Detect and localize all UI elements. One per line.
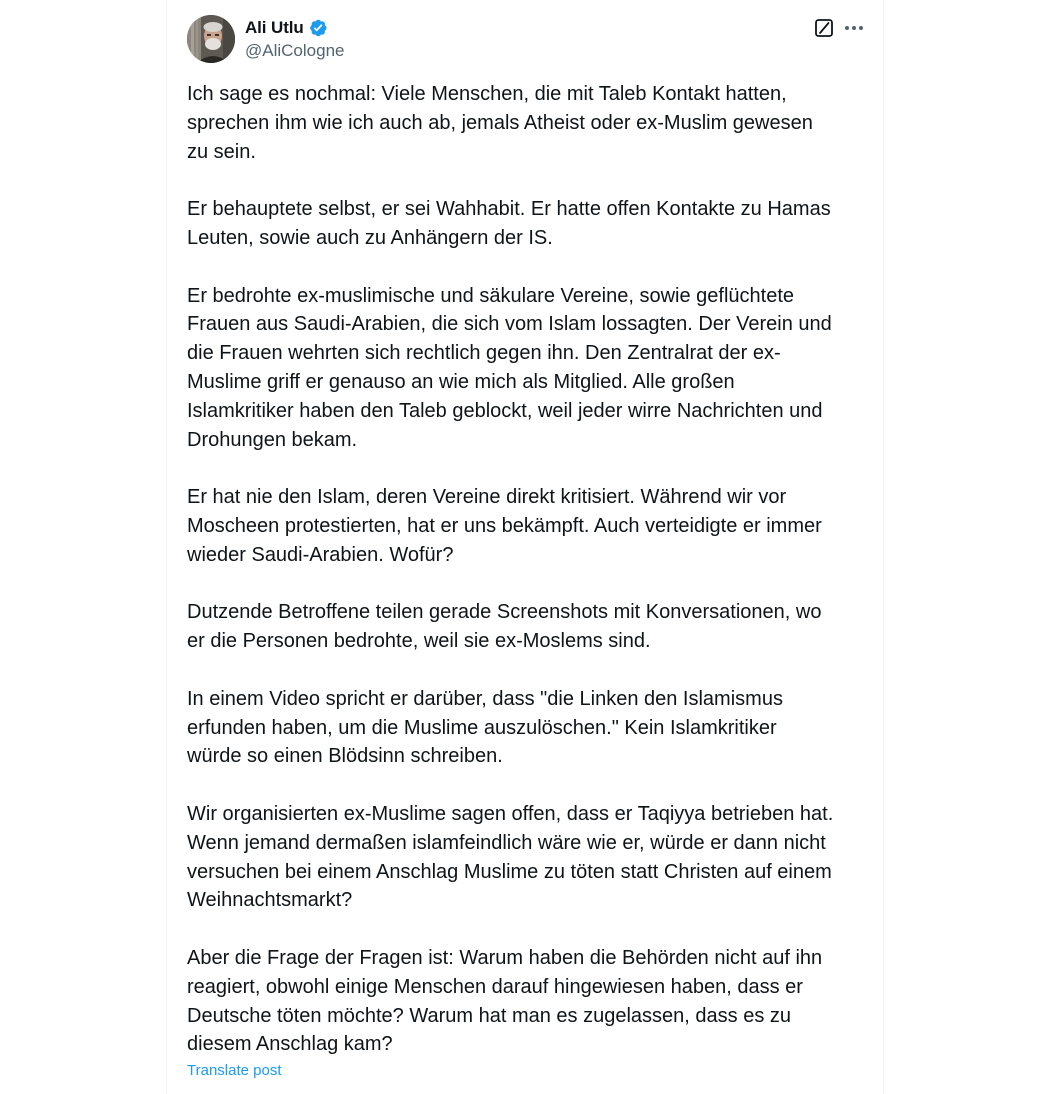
post-paragraph-6: In einem Video spricht er darüber, dass "die Linken den Islamismus erfunden haben, um die Muslime auszulöschen." Kein Islamkritiker würde so einen Blödsinn schreiben. — [187, 687, 783, 768]
post-paragraph-1: Ich sage es nochmal: Viele Menschen, die mit Taleb Kontakt hatten, sprechen ihm wie ich auch ab, jemals Atheist oder ex-Muslim gewesen zu sein. — [187, 83, 813, 163]
grok-slash-icon[interactable] — [814, 18, 834, 38]
display-name[interactable]: Ali Utlu — [245, 18, 304, 37]
post-paragraph-4: Er hat nie den Islam, deren Vereine direkt kritisiert. Während wir vor Moscheen protestierten, hat er uns bekämpft. Auch verteidigte er immer wieder Saudi-Arabien. Wofür? — [187, 486, 822, 566]
display-name-row — [245, 16, 344, 40]
post-paragraph-3: Er bedrohte ex-muslimische und säkulare Vereine, sowie geflüchtete Frauen aus Saudi-Arabien, die sich vom Islam lossagten. Der Verein und die Frauen wehrten sich rechtlich gegen ihn. Den Zentralrat der ex- Muslime griff er genauso an wie mich als Mitglied. Alle großen Islamkritiker haben den Taleb geblockt, weil jeder wirre Nachrichten und Drohungen bekam. — [187, 284, 832, 451]
verified-badge-icon[interactable] — [308, 18, 328, 38]
post-header — [187, 14, 867, 64]
author-names — [245, 16, 344, 61]
post-paragraph-5: Dutzende Betroffene teilen gerade Screenshots mit Konversationen, wo er die Personen bedrohte, weil sie ex-Moslems sind. — [187, 601, 822, 653]
post-paragraph-2: Er behauptete selbst, er sei Wahhabit. Er hatte offen Kontakte zu Hamas Leuten, sowie auch zu Anhängern der IS. — [187, 198, 831, 249]
post-column — [166, 0, 884, 1094]
avatar[interactable] — [187, 15, 235, 63]
post-paragraph-8: Aber die Frage der Fragen ist: Warum haben die Behörden nicht auf ihn reagiert, obwohl einige Menschen darauf hingewiesen haben, dass er Deutsche töten möchte? Warum hat man es zugelassen, dass es zu diesem Anschlag kam? — [187, 946, 823, 1056]
author-handle[interactable]: @AliCologne — [245, 41, 345, 60]
more-dots-icon[interactable] — [843, 18, 865, 38]
translate-post-link[interactable]: Translate post — [187, 1062, 282, 1079]
avatar-image-icon — [187, 15, 235, 63]
post-text — [187, 80, 877, 1059]
post-paragraph-7: Wir organisierten ex-Muslime sagen offen, dass er Taqiyya betrieben hat. Wenn jemand dermaßen islamfeindlich wäre wie er, würde er dann nicht versuchen bei einem Anschlag Muslime zu töten statt Christen auf einem Weihnachtsmarkt? — [187, 802, 834, 912]
